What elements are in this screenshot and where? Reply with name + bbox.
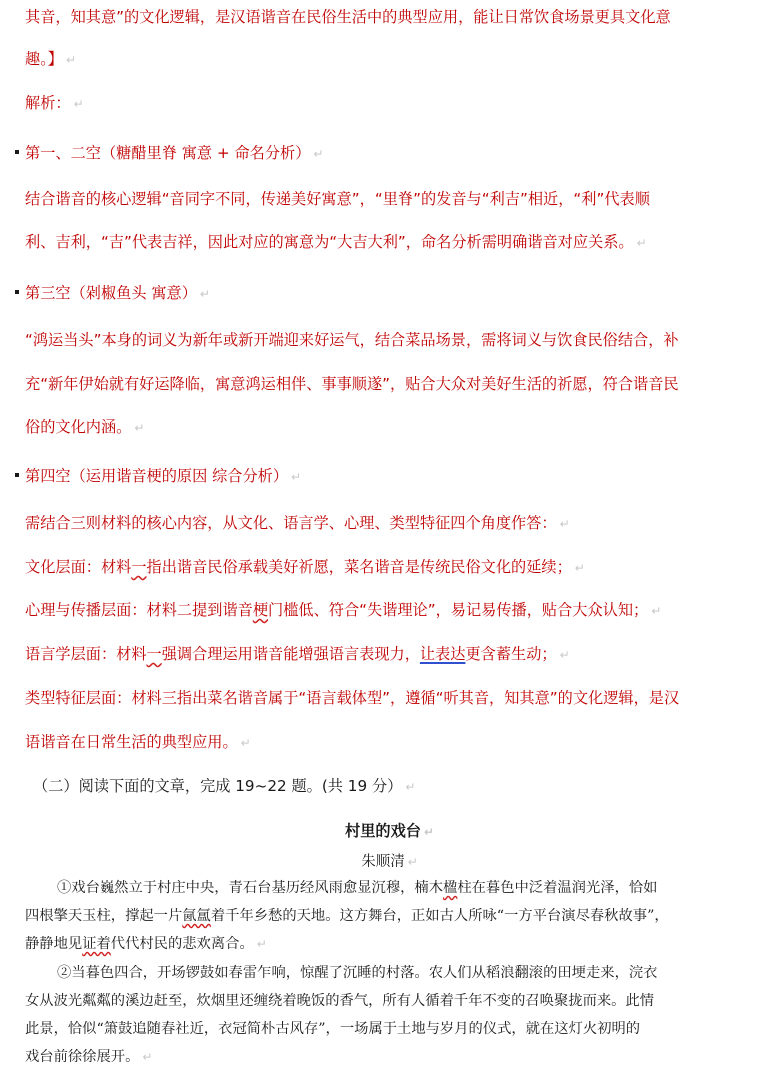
paragraph-mark: ↵ (559, 517, 570, 531)
essay-line: ①戏台巍然立于村庄中央，青石台基历经风雨愈显沉穆，楠木楹柱在暮色中泛着温润光泽，恰如 (57, 880, 658, 896)
essay-line: 此景，恰似“箫鼓追随春社近，衣冠简朴古风存”，一场属于土地与岁月的仪式，就在这灯火初明的 (25, 1021, 641, 1037)
paragraph-mark: ↵ (65, 53, 77, 67)
paragraph-mark: ↵ (636, 236, 647, 250)
body-line: 语谐音在日常生活的典型应用。 ↵ (25, 733, 251, 751)
body-line: 语言学层面：材料一强调合理运用谐音能增强语言表现力，让表达更含蓄生动； ↵ (25, 645, 570, 663)
paragraph-mark: ↵ (423, 825, 434, 839)
essay-line: 静静地见证着代代村民的悲欢离合。 ↵ (25, 936, 267, 952)
body-line: “鸿运当头”本身的词义为新年或新开端迎来好运气，结合菜品场景，需将词义与饮食民俗结合，补 (25, 331, 679, 349)
body-line: 俗的文化内涵。 ↵ (25, 418, 145, 436)
paragraph-mark: ↵ (313, 147, 324, 161)
body-line: 结合谐音的核心逻辑“音同字不同，传递美好寓意”，“里脊”的发音与“利吉”相近，“利”代表顺 (25, 190, 650, 208)
analysis-label: 解析： ↵ (25, 94, 84, 112)
paragraph-mark: ↵ (199, 287, 210, 301)
body-line: 文化层面：材料一指出谐音民俗承载美好祈愿，菜名谐音是传统民俗文化的延续； ↵ (25, 558, 585, 576)
essay-author: 朱顺清 ↵ (361, 854, 418, 870)
body-line: 心理与传播层面：材料二提到谐音梗门槛低、符合“失谐理论”，易记易传播，贴合大众认知； ↵ (25, 601, 662, 619)
body-line: 需结合三则材料的核心内容，从文化、语言学、心理、类型特征四个角度作答： ↵ (25, 514, 570, 532)
paragraph-mark: ↵ (559, 648, 570, 662)
answer-tail-line: 其音，知其意”的文化逻辑，是汉语谐音在民俗生活中的典型应用，能让日常饮食场景更具文化意 (25, 8, 671, 26)
essay-line: 戏台前徐徐展开。 ↵ (25, 1049, 153, 1065)
paragraph-mark: ↵ (134, 421, 145, 435)
bullet-icon (15, 150, 19, 154)
section-heading: 第四空（运用谐音梗的原因 综合分析） ↵ (25, 467, 302, 485)
bullet-icon (15, 473, 19, 477)
body-line: 充“新年伊始就有好运降临，寓意鸿运相伴、事事顺遂”，贴合大众对美好生活的祈愿，符合谐音民 (25, 375, 679, 393)
paragraph-mark: ↵ (73, 97, 84, 111)
paragraph-mark: ↵ (574, 561, 585, 575)
section-heading: 第三空（剁椒鱼头 寓意） ↵ (25, 284, 210, 302)
essay-title: 村里的戏台 ↵ (345, 822, 434, 840)
answer-tail-line: 趣。】 ↵ (25, 50, 77, 68)
paragraph-mark: ↵ (240, 736, 251, 750)
body-line: 类型特征层面：材料三指出菜名谐音属于“语言载体型”，遵循“听其音，知其意”的文化逻辑，是汉 (25, 689, 680, 707)
paragraph-mark: ↵ (651, 604, 662, 618)
paragraph-mark: ↵ (407, 855, 418, 869)
paragraph-mark: ↵ (291, 470, 302, 484)
paragraph-mark: ↵ (142, 1050, 153, 1064)
paragraph-mark: ↵ (405, 780, 416, 794)
essay-line: ②当暮色四合，开场锣鼓如春雷乍响，惊醒了沉睡的村落。农人们从稻浪翻滚的田埂走来，浣衣 (57, 965, 658, 981)
essay-line: 女从波光粼粼的溪边赶至，炊烟里还缠绕着晚饭的香气，所有人循着千年不变的召唤聚拢而来。此情 (25, 993, 655, 1009)
body-line: 利、吉利，“吉”代表吉祥，因此对应的寓意为“大吉大利”，命名分析需明确谐音对应关系。 ↵ (25, 233, 647, 251)
essay-line: 四根擎天玉柱，撑起一片氤氲着千年乡愁的天地。这方舞台，正如古人所咏“一方平台演尽春秋故事”， (25, 908, 669, 924)
bullet-icon (15, 290, 19, 294)
reading-instruction: （二）阅读下面的文章，完成 19~22 题。(共 19 分） ↵ (33, 777, 416, 795)
section-heading: 第一、二空（糖醋里脊 寓意 + 命名分析） ↵ (25, 144, 324, 162)
paragraph-mark: ↵ (256, 937, 267, 951)
